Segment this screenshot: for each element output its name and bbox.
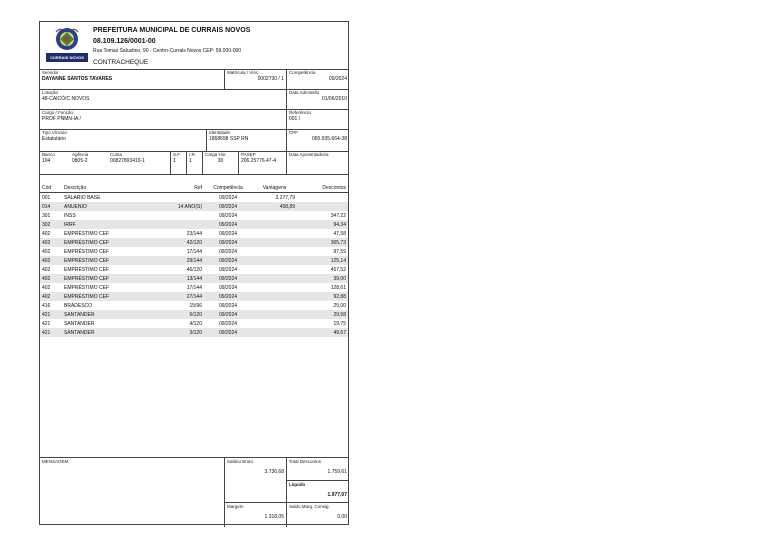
cell-competencia: 09/2024: [204, 328, 252, 337]
cargo-value: PROF PNMN-IA /: [42, 116, 81, 122]
payslip-items-table: [40, 183, 348, 337]
cell-descricao: EMPRÉSTIMO CEF: [62, 274, 158, 283]
cell-competencia: 09/2024: [218, 230, 238, 237]
cell-cod: 402: [42, 248, 51, 255]
cell-competencia: 09/2024: [204, 220, 252, 229]
mensagem-cell: [40, 458, 224, 527]
cell-descontos: 49,67: [297, 328, 348, 337]
cell-descontos: 457,52: [330, 266, 346, 273]
identidade-value: 1868698 SSP RN: [209, 136, 249, 142]
cell-vantagens: 458,89: [252, 202, 297, 211]
table-row: [40, 193, 348, 203]
pasep-cell: PASEP 206.25776.47-4: [238, 151, 286, 174]
competencia-cell: Competência 09/2024: [286, 69, 349, 89]
row-banco: [40, 151, 348, 175]
saldo-cell: Saldo Marg. Consig. 0,00: [286, 503, 349, 527]
cell-ref: 17/144: [186, 284, 202, 291]
cell-vantagens: [252, 319, 297, 328]
banco-cell: Banco 104: [40, 151, 70, 174]
cell-cod: 014: [40, 202, 62, 211]
table-row: [40, 283, 348, 292]
cell-cod: 302: [40, 220, 62, 229]
aposentadoria-cell: Data Aposentadoria: [286, 151, 349, 174]
cell-vantagens: [252, 247, 297, 256]
cell-descontos: 39,00: [297, 274, 348, 283]
cell-ref: 23/144: [186, 230, 202, 237]
table-row: [40, 229, 348, 238]
table-row: [40, 292, 348, 301]
cell-descontos: 19,75: [333, 320, 346, 327]
cell-descricao: ANUENIO: [62, 202, 158, 211]
table-header-row: [40, 183, 348, 193]
document-type: CONTRACHEQUE: [93, 59, 149, 66]
col-header-competencia: Competência: [204, 183, 252, 193]
descontos-value: 1.759,61: [327, 469, 347, 475]
payslip-footer: [40, 457, 348, 527]
margem-value: 1.318,05: [264, 514, 284, 520]
cell-cod: 301: [42, 212, 51, 219]
table-row: [40, 238, 348, 247]
cell-competencia: 09/2024: [204, 202, 252, 211]
referencia-cell: Referência 001 /: [286, 109, 349, 129]
ir-value: 1: [189, 158, 192, 164]
pasep-value: 206.25776.47-4: [241, 158, 277, 164]
sf-value: 1: [173, 158, 176, 164]
table-row: [40, 247, 348, 256]
vinculo-cell: Tipo Vínculo Estatutário: [40, 129, 206, 151]
cell-cod: 001: [42, 194, 51, 201]
cell-descontos: 29,58: [297, 310, 348, 319]
cell-cod: 402: [40, 292, 62, 301]
table-row: [40, 211, 348, 220]
cell-descricao: SANTANDER: [64, 320, 95, 327]
row-lotacao: [40, 89, 348, 110]
cell-cod: 421: [40, 310, 62, 319]
cell-cod: 421: [42, 320, 51, 327]
referencia-value: 001 /: [289, 116, 301, 122]
cell-descricao: SALARIO BASE: [64, 194, 101, 201]
table-row: [40, 328, 348, 337]
cell-ref: 6/120: [158, 310, 204, 319]
agencia-cell: Agência 0805-2: [70, 151, 108, 174]
table-body: [40, 193, 348, 338]
table-row: [40, 274, 348, 283]
org-cnpj: 08.109.126/0001-00: [93, 38, 156, 45]
cell-competencia: 09/2024: [218, 320, 238, 327]
vinculo-value: Estatutário: [42, 136, 66, 142]
cell-descontos: 92,88: [297, 292, 348, 301]
ir-cell: I.R. 1: [186, 151, 202, 174]
cell-descontos: 125,14: [297, 256, 348, 265]
cell-competencia: 09/2024: [218, 212, 238, 219]
matricula-value: 0002730 / 1: [257, 76, 284, 82]
lotacao-cell: Lotação 48-CAICÓ/C NOVOS: [40, 89, 286, 109]
descontos-cell: Total Descontos 1.759,61: [286, 458, 349, 481]
cell-vantagens: [252, 238, 297, 247]
cell-vantagens: [252, 229, 297, 238]
margem-cell: Margem 1.318,05: [224, 503, 286, 527]
cell-vantagens: [252, 283, 297, 292]
cell-ref: 27/144: [158, 292, 204, 301]
cell-descontos: 305,73: [297, 238, 348, 247]
admissao-value: 01/06/2010: [321, 96, 347, 102]
cell-ref: 46/120: [186, 266, 202, 273]
table-row: [40, 202, 348, 211]
cell-ref: 3/120: [158, 328, 204, 337]
table-row: [40, 310, 348, 319]
cpf-value: 065.935.664-38: [311, 136, 347, 142]
agencia-value: 0805-2: [72, 158, 88, 164]
cell-competencia: 09/2024: [218, 248, 238, 255]
cell-competencia: 09/2024: [204, 256, 252, 265]
table-row: [40, 301, 348, 310]
cell-vantagens: 3.277,79: [275, 194, 295, 201]
cell-competencia: 09/2024: [204, 274, 252, 283]
table-row: [40, 220, 348, 229]
cell-descontos: [297, 193, 348, 203]
cell-descricao: EMPRÉSTIMO CEF: [64, 266, 110, 273]
conta-cell: Conta 00827893419-1: [108, 151, 170, 174]
cell-ref: [158, 211, 204, 220]
payslip-document: [39, 21, 349, 525]
cell-ref: 4/120: [189, 320, 202, 327]
cell-ref: 17/144: [186, 248, 202, 255]
coat-of-arms-icon: [54, 26, 80, 52]
cell-vantagens: [252, 265, 297, 274]
cpf-cell: CPF 065.935.664-38: [286, 129, 349, 151]
cell-ref: 14 ANO(S): [158, 202, 204, 211]
cargo-cell: Cargo / Função PROF PNMN-IA /: [40, 109, 286, 129]
cell-cod: 402: [42, 266, 51, 273]
servidor-cell: Servidor DAYANNE SANTOS TAVARES: [40, 69, 224, 89]
col-header-cod: Cód: [40, 183, 62, 193]
cell-cod: 421: [40, 328, 62, 337]
org-name: PREFEITURA MUNICIPAL DE CURRAIS NOVOS: [93, 27, 251, 34]
cell-cod: 402: [40, 274, 62, 283]
cell-descricao: EMPRÉSTIMO CEF: [64, 248, 110, 255]
competencia-value: 09/2024: [328, 76, 347, 82]
banco-value: 104: [42, 158, 51, 164]
cell-competencia: 09/2024: [204, 292, 252, 301]
cell-descontos: 97,59: [333, 248, 346, 255]
cell-vantagens: [252, 274, 297, 283]
cell-vantagens: [252, 310, 297, 319]
mensagem-label: MENSAGEM: [42, 459, 69, 464]
cell-descricao: SANTANDER: [62, 310, 158, 319]
cell-vantagens: [252, 301, 297, 310]
cell-ref: 13/144: [158, 274, 204, 283]
bruto-value: 3.736,68: [264, 469, 284, 475]
cell-cod: 416: [42, 302, 51, 309]
cell-descontos: 25,00: [333, 302, 346, 309]
cell-competencia: 09/2024: [218, 194, 238, 201]
col-header-ref: Ref: [158, 183, 204, 193]
cell-cod: 402: [40, 256, 62, 265]
bruto-cell: Salário Bruto 3.736,68: [224, 458, 286, 481]
table-row: [40, 265, 348, 274]
cell-descricao: IRRF: [62, 220, 158, 229]
cell-descontos: 47,58: [333, 230, 346, 237]
cell-vantagens: [252, 256, 297, 265]
servidor-name: DAYANNE SANTOS TAVARES: [42, 76, 113, 82]
logo-caption: CURRAIS NOVOS: [46, 53, 88, 62]
cell-descricao: BRADESCO: [64, 302, 93, 309]
liquido-cell: Líquido 1.977,07: [286, 481, 349, 503]
cell-ref: [158, 220, 204, 229]
cell-vantagens: [252, 292, 297, 301]
liquido-value: 1.977,07: [327, 492, 347, 498]
cell-competencia: 09/2024: [204, 238, 252, 247]
cell-descricao: INSS: [64, 212, 76, 219]
cell-descontos: 94,34: [297, 220, 348, 229]
cell-descontos: [297, 202, 348, 211]
cell-descontos: 128,61: [330, 284, 346, 291]
cell-cod: 402: [42, 284, 51, 291]
cell-descricao: EMPRÉSTIMO CEF: [64, 230, 110, 237]
cell-competencia: 09/2024: [218, 266, 238, 273]
col-header-descricao: Descrição: [62, 183, 158, 193]
col-header-descontos: Descontos: [297, 183, 348, 193]
table-row: [40, 319, 348, 328]
cell-ref: 29/144: [158, 256, 204, 265]
conta-value: 00827893419-1: [110, 158, 146, 164]
payslip-header: [40, 22, 348, 70]
cell-ref: 15/96: [189, 302, 202, 309]
row-servidor: [40, 69, 348, 90]
cell-ref: [158, 193, 204, 203]
table-row: [40, 256, 348, 265]
org-address: Rua Tomaz Salustino, 90 - Centro-Currais Novos CEP: 59.000-000: [93, 48, 242, 54]
blank-cell: [224, 481, 286, 503]
cell-vantagens: [252, 211, 297, 220]
cell-descricao: EMPRÉSTIMO CEF: [62, 238, 158, 247]
lotacao-value: 48-CAICÓ/C NOVOS: [42, 96, 90, 102]
cell-descricao: EMPRÉSTIMO CEF: [62, 292, 158, 301]
city-logo: [46, 26, 88, 64]
cell-vantagens: [252, 328, 297, 337]
saldo-value: 0,00: [337, 514, 347, 520]
cell-cod: 402: [40, 238, 62, 247]
cell-descricao: EMPRÉSTIMO CEF: [62, 256, 158, 265]
cell-vantagens: [252, 220, 297, 229]
sf-cell: S.F. 1: [170, 151, 186, 174]
cell-ref: 42/120: [158, 238, 204, 247]
carga-value: 30: [217, 158, 224, 164]
cell-competencia: 09/2024: [218, 284, 238, 291]
row-cargo: [40, 109, 348, 130]
cell-descricao: EMPRÉSTIMO CEF: [64, 284, 110, 291]
admissao-cell: Data Admissão 01/06/2010: [286, 89, 349, 109]
col-header-vantagens: Vantagens: [252, 183, 297, 193]
identidade-cell: Identidade 1868698 SSP RN: [206, 129, 286, 151]
cell-descontos: 347,22: [330, 212, 346, 219]
cell-descricao: SANTANDER: [62, 328, 158, 337]
cell-competencia: 09/2024: [204, 310, 252, 319]
carga-cell: Carga Hor. 30: [202, 151, 238, 174]
cell-competencia: 09/2024: [218, 302, 238, 309]
cell-cod: 402: [42, 230, 51, 237]
row-vinculo: [40, 129, 348, 152]
matricula-cell: Matrícula / Vínc. 0002730 / 1: [224, 69, 286, 89]
